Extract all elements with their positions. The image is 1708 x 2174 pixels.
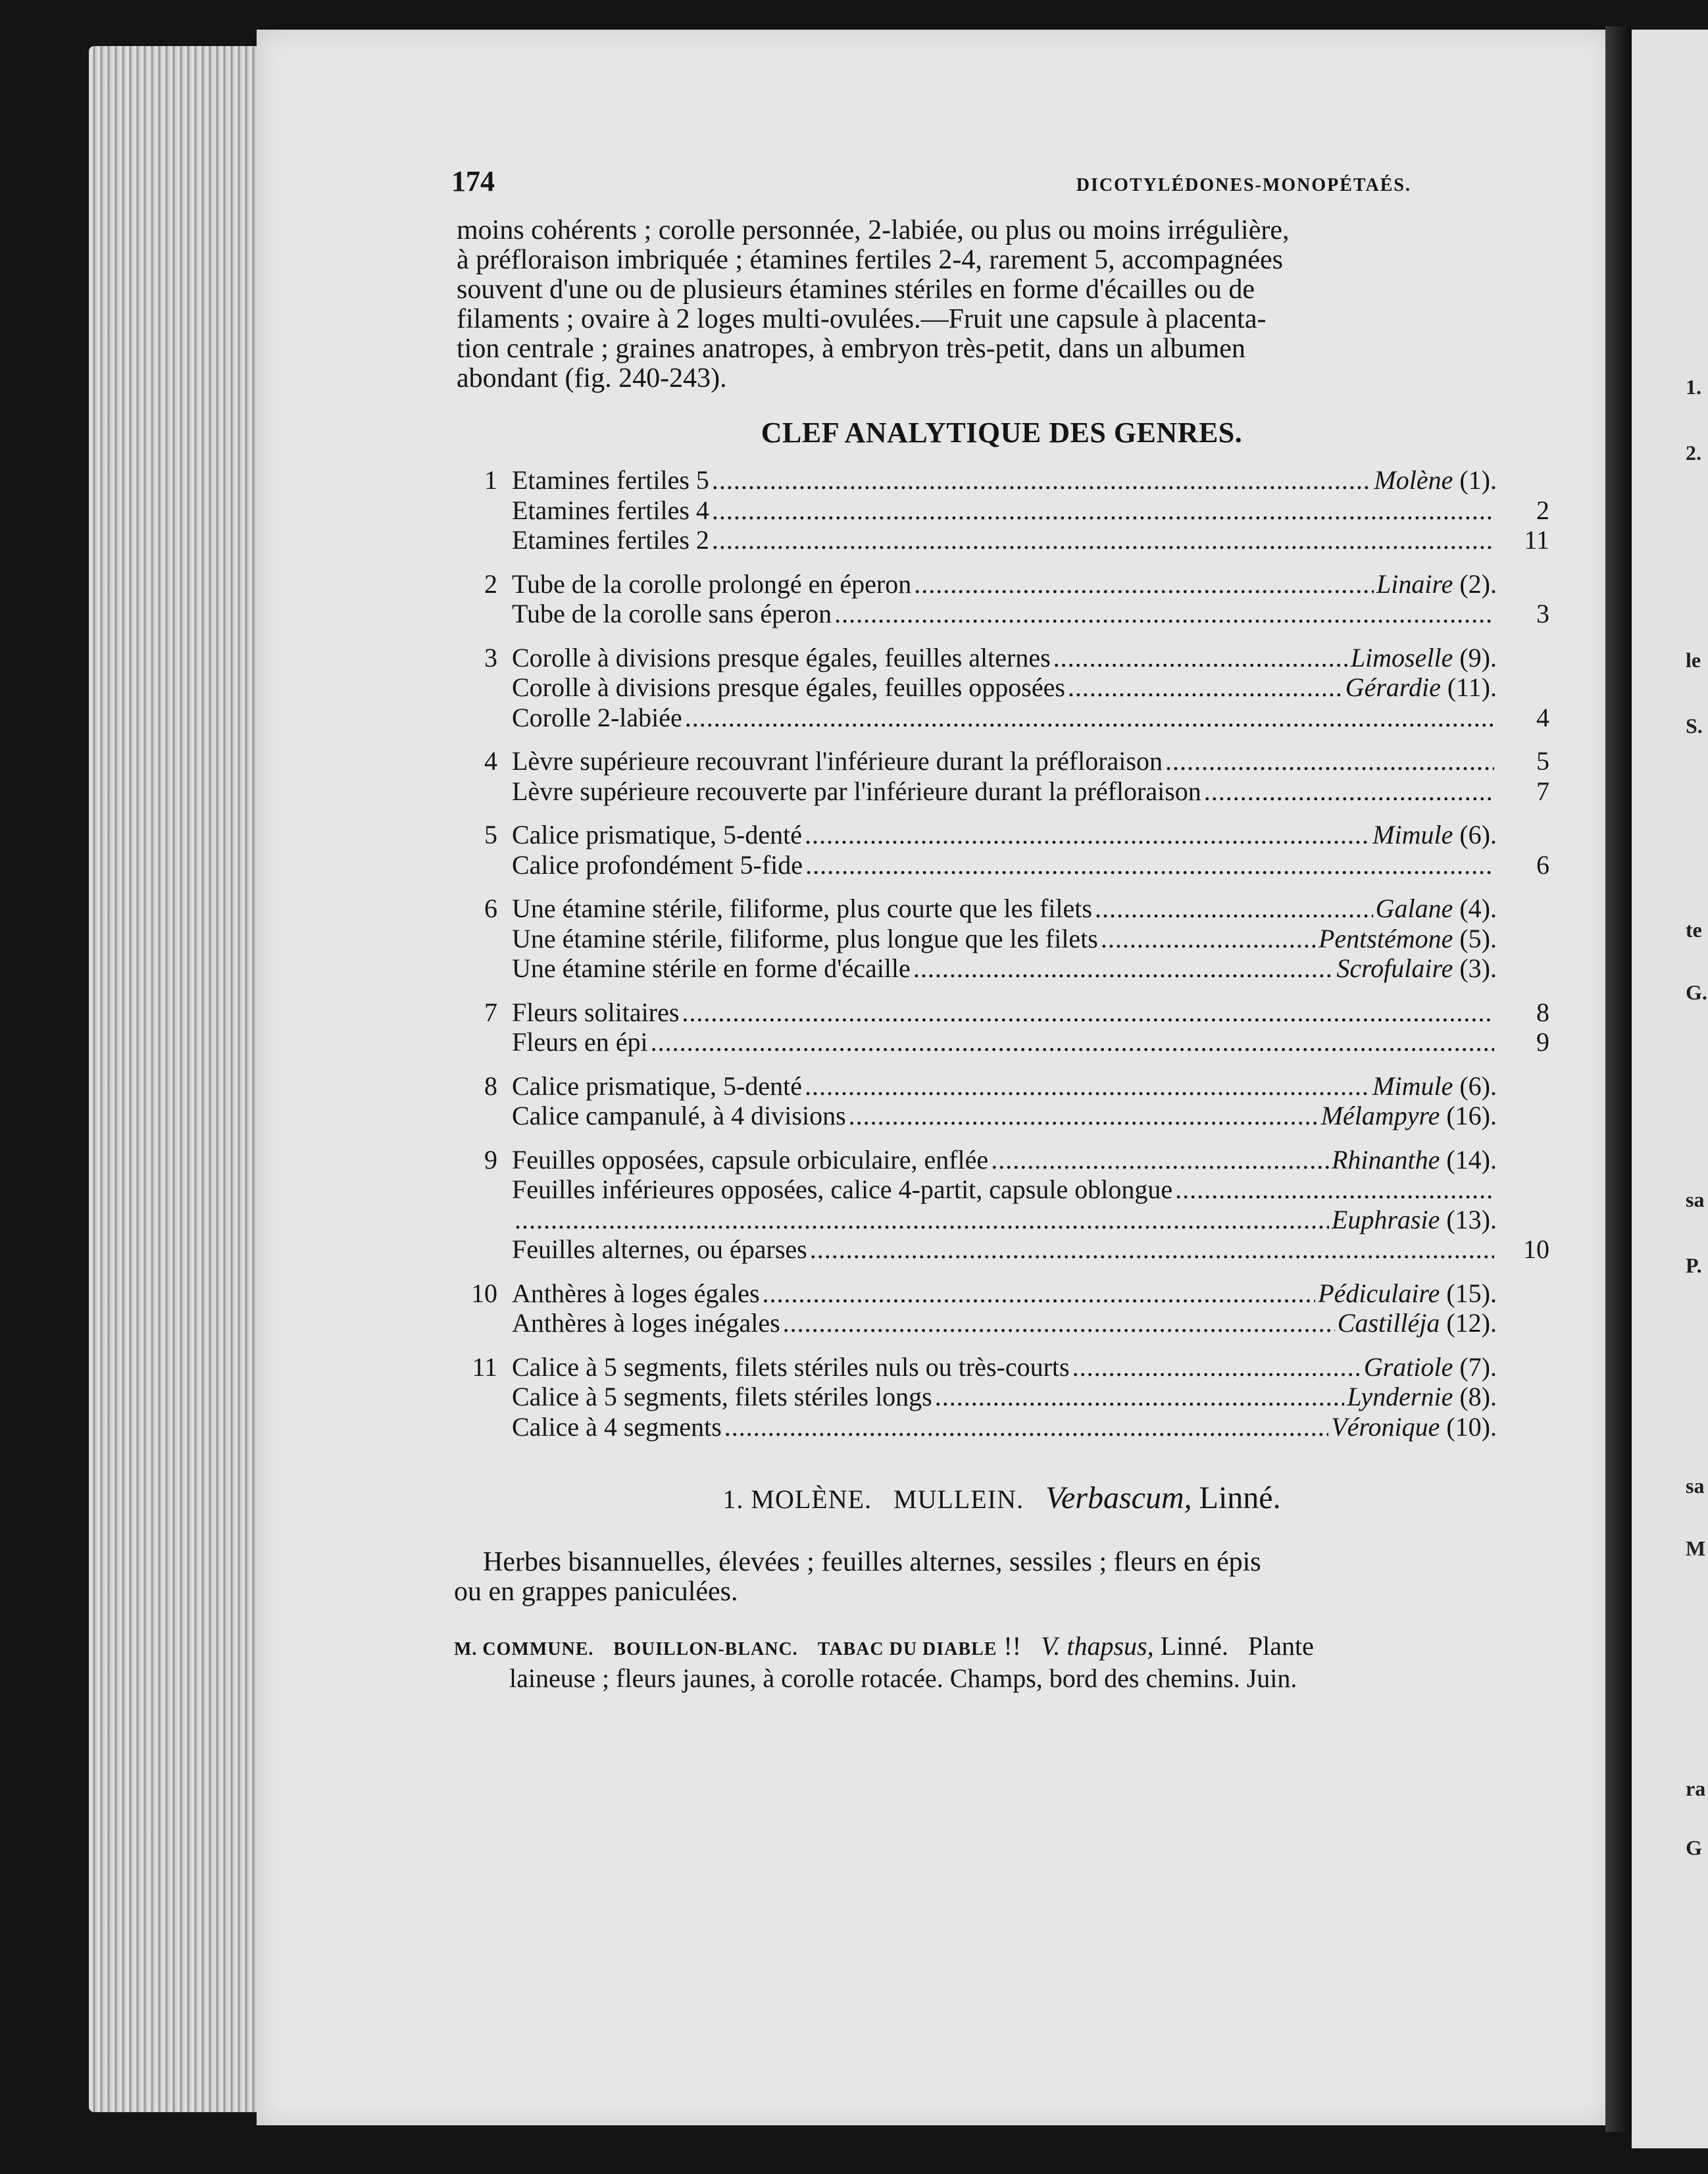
- key-entry-result: [1347, 1382, 1505, 1412]
- key-genus-ref: (5).: [1459, 923, 1497, 953]
- key-entry-result: [1332, 1145, 1505, 1175]
- key-entry: [454, 1234, 1549, 1265]
- key-entry-number: 5: [484, 820, 497, 849]
- key-entry-text: Feuilles opposées, capsule orbiculaire, enflée: [512, 1144, 989, 1175]
- key-entry-number: 8: [484, 1071, 497, 1101]
- key-group: [454, 1071, 1549, 1131]
- key-entry-text: Calice prismatique, 5-denté: [512, 1071, 802, 1101]
- key-leader-dots: [712, 465, 1372, 495]
- key-genus-name: Mimule: [1372, 1071, 1453, 1101]
- key-goto-number: 11: [1524, 525, 1549, 555]
- key-entry: [454, 850, 1549, 880]
- key-genus-ref: (16).: [1446, 1101, 1497, 1130]
- key-genus-name: Castilléja: [1337, 1308, 1440, 1338]
- key-genus-name: Euphrasie: [1331, 1204, 1440, 1234]
- key-entry-text: Anthères à loges égales: [512, 1278, 760, 1308]
- key-entry-text: Tube de la corolle sans éperon: [512, 599, 832, 628]
- key-leader-dots: [1204, 776, 1494, 807]
- key-entry-result: [1318, 1278, 1505, 1309]
- key-entry: [454, 569, 1549, 599]
- key-genus-name: Véronique: [1331, 1411, 1440, 1442]
- key-entry-text: Lèvre supérieure recouvrant l'inférieure durant la préfloraison: [512, 746, 1163, 776]
- key-entry-result: [1345, 672, 1505, 703]
- key-entry: [454, 1278, 1549, 1309]
- key-leader-dots: [712, 495, 1494, 526]
- intro-line: moins cohérents ; corolle personnée, 2-labiée, ou plus ou moins irrégulière,: [457, 215, 1290, 245]
- species-scientific-name: V. thapsus,: [1041, 1631, 1154, 1661]
- key-group: [454, 569, 1549, 629]
- key-entry: [454, 1071, 1549, 1101]
- key-genus-ref: (12).: [1446, 1308, 1497, 1338]
- facing-page-fragment: sa: [1686, 1188, 1705, 1211]
- key-leader-dots: [805, 1071, 1370, 1101]
- key-leader-dots: [849, 1101, 1319, 1131]
- key-genus-name: Pédiculaire: [1318, 1278, 1440, 1308]
- key-entry-result: [1336, 953, 1505, 984]
- key-group: [454, 643, 1549, 733]
- key-entry: [454, 1352, 1549, 1382]
- key-entry-text: Anthères à loges inégales: [512, 1308, 780, 1338]
- species-entry: [454, 1632, 1549, 1693]
- key-entry-number: 11: [472, 1352, 497, 1382]
- species-text-2: laineuse ; fleurs jaunes, à corolle rotacée. Champs, bord des chemins. Juin.: [509, 1663, 1297, 1693]
- key-leader-dots: [651, 1027, 1494, 1057]
- page-stack-edges: [89, 46, 273, 2112]
- facing-page-fragment: sa: [1686, 1474, 1705, 1498]
- key-entry-text: Etamines fertiles 2: [512, 525, 709, 555]
- key-entry: [454, 998, 1549, 1028]
- key-entry-number: 4: [484, 746, 497, 776]
- key-entry-number: 3: [484, 642, 497, 672]
- key-entry-result: [1338, 1308, 1505, 1338]
- genus-heading: [454, 1480, 1549, 1516]
- key-entry-number: 6: [484, 894, 497, 923]
- facing-page-fragment: G: [1686, 1836, 1702, 1859]
- key-genus-ref: (13).: [1446, 1204, 1497, 1234]
- key-goto-number: 7: [1536, 776, 1549, 806]
- key-entry-result: [1372, 1071, 1505, 1101]
- key-leader-dots: [935, 1382, 1345, 1412]
- species-common-name: M. COMMUNE.: [454, 1639, 594, 1659]
- key-entry-text: Fleurs en épi: [512, 1027, 648, 1057]
- key-entry-text: Corolle à divisions presque égales, feuilles opposées: [512, 672, 1065, 702]
- key-entry-number: 2: [484, 569, 497, 599]
- key-entry: [454, 465, 1549, 495]
- key-goto-number: 8: [1536, 997, 1549, 1027]
- intro-line: abondant (fig. 240-243).: [457, 363, 727, 393]
- key-entry-number: 9: [484, 1144, 497, 1175]
- key-leader-dots: [805, 820, 1370, 850]
- key-leader-dots: [763, 1278, 1316, 1309]
- key-entry-text: Une étamine stérile, filiforme, plus courte que les filets: [512, 894, 1092, 923]
- running-head: [451, 164, 1549, 204]
- key-entry: [454, 525, 1549, 555]
- key-leader-dots: [515, 1205, 1329, 1235]
- key-entry-text: Corolle à divisions presque égales, feuilles alternes: [512, 642, 1051, 672]
- key-entry: [454, 703, 1549, 733]
- key-genus-ref: (2).: [1459, 569, 1497, 599]
- key-leader-dots: [805, 850, 1494, 880]
- key-entry-text: Une étamine stérile, filiforme, plus longue que les filets: [512, 923, 1098, 953]
- key-group: [454, 1145, 1549, 1265]
- key-genus-name: Gratiole: [1363, 1352, 1453, 1382]
- key-genus-ref: (4).: [1459, 894, 1497, 923]
- running-title: DICOTYLÉDONES-MONOPÉTAÉS.: [1076, 175, 1411, 195]
- genus-scientific-name: Verbascum,: [1045, 1480, 1192, 1515]
- key-genus-ref: (15).: [1446, 1278, 1497, 1308]
- key-genus-ref: (14).: [1446, 1144, 1497, 1175]
- key-goto-number: 3: [1536, 599, 1549, 628]
- facing-page-fragment: ra: [1686, 1777, 1706, 1800]
- key-entry: [454, 1101, 1549, 1131]
- key-entry-result: [1319, 924, 1505, 954]
- key-genus-ref: (11).: [1447, 672, 1497, 702]
- key-leader-dots: [913, 953, 1334, 984]
- facing-page-fragment: 2.: [1686, 441, 1701, 465]
- key-genus-name: Mélampyre: [1320, 1101, 1440, 1130]
- key-leader-dots: [914, 569, 1374, 599]
- key-entry-result: [1364, 1352, 1505, 1382]
- page-content: [451, 164, 1549, 1693]
- key-entry-text: Corolle 2-labiée: [512, 702, 682, 732]
- key-entry-result: [1372, 820, 1505, 850]
- key-entry: [454, 1205, 1549, 1235]
- facing-page-fragment: le: [1686, 648, 1701, 672]
- key-genus-name: Rhinanthe: [1331, 1144, 1440, 1175]
- key-leader-dots: [724, 1412, 1328, 1442]
- genus-description-line: ou en grappes paniculées.: [454, 1577, 738, 1607]
- key-genus-name: Limoselle: [1350, 642, 1453, 672]
- intro-line: souvent d'une ou de plusieurs étamines stériles en forme d'écailles ou de: [457, 274, 1255, 305]
- genus-description-line: Herbes bisannuelles, élevées ; feuilles alternes, sessiles ; fleurs en épis: [483, 1547, 1261, 1577]
- key-leader-dots: [783, 1308, 1335, 1338]
- book-gutter: [1605, 26, 1632, 2132]
- key-entry-result: [1331, 1412, 1505, 1442]
- key-entry: [454, 1175, 1549, 1205]
- species-marks: !!: [1003, 1631, 1022, 1661]
- key-entry-text: Calice profondément 5-fide: [512, 849, 803, 880]
- key-genus-ref: (1).: [1459, 465, 1497, 495]
- key-leader-dots: [834, 599, 1494, 629]
- key-entry: [454, 1382, 1549, 1412]
- species-vernacular-2: TABAC DU DIABLE: [817, 1639, 997, 1659]
- key-goto-number: 10: [1523, 1234, 1549, 1264]
- key-entry-text: Calice à 5 segments, filets stériles nuls ou très-courts: [512, 1352, 1070, 1382]
- key-genus-name: Scrofulaire: [1336, 953, 1453, 983]
- key-entry-text: Fleurs solitaires: [512, 997, 680, 1027]
- key-genus-name: Molène: [1374, 465, 1453, 495]
- key-leader-dots: [1072, 1352, 1361, 1382]
- intro-line: à préfloraison imbriquée ; étamines fertiles 2-4, rarement 5, accompagnées: [457, 245, 1283, 275]
- key-group: [454, 894, 1549, 984]
- key-leader-dots: [1053, 643, 1348, 673]
- key-genus-ref: (6).: [1459, 820, 1497, 849]
- key-entry: [454, 1027, 1549, 1057]
- facing-page-fragment: te: [1686, 918, 1702, 942]
- key-entry-text: Etamines fertiles 5: [512, 465, 709, 495]
- key-leader-dots: [1175, 1175, 1494, 1205]
- facing-page-fragment: P.: [1686, 1253, 1702, 1277]
- key-genus-ref: (10).: [1446, 1411, 1497, 1442]
- species-vernacular-1: BOUILLON-BLANC.: [613, 1639, 798, 1659]
- facing-page-fragment: G.: [1686, 980, 1707, 1004]
- genus-number: 1.: [722, 1484, 744, 1514]
- key-entry-result: [1332, 1205, 1505, 1235]
- key-genus-name: Linaire: [1376, 569, 1453, 599]
- key-group: [454, 1278, 1549, 1338]
- key-entry-text: Calice campanulé, à 4 divisions: [512, 1101, 846, 1130]
- key-entry: [454, 599, 1549, 629]
- key-goto-number: 5: [1536, 746, 1549, 776]
- key-entry-text: Lèvre supérieure recouverte par l'inférieure durant la préfloraison: [512, 776, 1201, 806]
- facing-page-fragment: S.: [1686, 714, 1703, 738]
- key-group: [454, 465, 1549, 555]
- key-genus-ref: (6).: [1459, 1071, 1497, 1101]
- key-leader-dots: [1095, 894, 1373, 924]
- intro-line: filaments ; ovaire à 2 loges multi-ovulées.—Fruit une capsule à placenta-: [457, 304, 1267, 334]
- facing-page-edge: [1632, 30, 1708, 2148]
- key-leader-dots: [1165, 746, 1494, 776]
- key-entry-number: 1: [484, 465, 497, 495]
- key-genus-ref: (3).: [1459, 953, 1497, 983]
- key-leader-dots: [991, 1145, 1329, 1175]
- genus-author: Linné.: [1199, 1480, 1281, 1515]
- key-entry-text: Tube de la corolle prolongé en éperon: [512, 569, 912, 599]
- genus-french-name: MOLÈNE.: [751, 1484, 872, 1514]
- key-entry-text: Feuilles alternes, ou éparses: [512, 1234, 807, 1264]
- key-entry-text: Une étamine stérile en forme d'écaille: [512, 953, 911, 983]
- key-leader-dots: [1101, 924, 1316, 954]
- key-title: CLEF ANALYTIQUE DES GENRES.: [761, 417, 1243, 449]
- key-goto-number: 6: [1536, 849, 1549, 880]
- key-entry: [454, 1145, 1549, 1175]
- facing-page-fragment: 1.: [1686, 375, 1701, 399]
- key-genus-name: Lyndernie: [1347, 1382, 1453, 1411]
- key-group: [454, 746, 1549, 806]
- key-genus-ref: (9).: [1459, 642, 1497, 672]
- key-genus-name: Galane: [1375, 894, 1453, 923]
- key-entry: [454, 643, 1549, 673]
- key-group: [454, 1352, 1549, 1442]
- key-entry-text: Calice à 4 segments: [512, 1411, 722, 1442]
- key-goto-number: 4: [1536, 702, 1549, 732]
- key-entry: [454, 1412, 1549, 1442]
- intro-line: tion centrale ; graines anatropes, à embryon très-petit, dans un albumen: [457, 334, 1245, 364]
- intro-paragraph: [457, 216, 1549, 393]
- key-entry-text: Calice prismatique, 5-denté: [512, 820, 802, 849]
- key-entry: [454, 894, 1549, 924]
- key-leader-dots: [810, 1234, 1494, 1265]
- genus-description: [454, 1548, 1549, 1607]
- key-genus-ref: (8).: [1459, 1382, 1497, 1411]
- key-entry: [454, 495, 1549, 526]
- key-goto-number: 2: [1536, 495, 1549, 525]
- key-entry: [454, 746, 1549, 776]
- key-entry-result: [1351, 643, 1505, 673]
- key-entry: [454, 820, 1549, 850]
- species-author: Linné.: [1160, 1631, 1228, 1661]
- key-entry-result: [1321, 1101, 1505, 1131]
- key-genus-name: Pentstémone: [1318, 923, 1453, 953]
- key-entry-text: Calice à 5 segments, filets stériles longs: [512, 1382, 932, 1411]
- key-leader-dots: [712, 525, 1494, 555]
- key-entry: [454, 924, 1549, 954]
- key-entry: [454, 1308, 1549, 1338]
- key-entry-number: 7: [484, 997, 497, 1027]
- key-leader-dots: [682, 998, 1494, 1028]
- key-entry: [454, 672, 1549, 703]
- key-entry: [454, 953, 1549, 984]
- page-number: 174: [451, 165, 495, 197]
- genus-english-name: MULLEIN.: [893, 1484, 1024, 1514]
- analytic-key: [454, 465, 1549, 1442]
- key-group: [454, 820, 1549, 880]
- key-leader-dots: [685, 703, 1494, 733]
- key-entry: [454, 776, 1549, 807]
- key-group: [454, 998, 1549, 1057]
- facing-page-fragment: M: [1686, 1536, 1706, 1560]
- species-text-1: Plante: [1247, 1631, 1314, 1661]
- key-genus-name: Mimule: [1372, 820, 1453, 849]
- key-entry-text: Etamines fertiles 4: [512, 495, 709, 525]
- key-entry-result: [1376, 894, 1505, 924]
- key-entry-text: Feuilles inférieures opposées, calice 4-partit, capsule oblongue: [512, 1175, 1173, 1204]
- key-entry-number: 10: [471, 1278, 497, 1308]
- key-entry-result: [1376, 569, 1505, 599]
- key-genus-ref: (7).: [1459, 1352, 1497, 1382]
- key-leader-dots: [1068, 672, 1343, 703]
- key-goto-number: 9: [1536, 1027, 1549, 1057]
- key-genus-name: Gérardie: [1345, 672, 1441, 702]
- key-entry-result: [1374, 465, 1505, 495]
